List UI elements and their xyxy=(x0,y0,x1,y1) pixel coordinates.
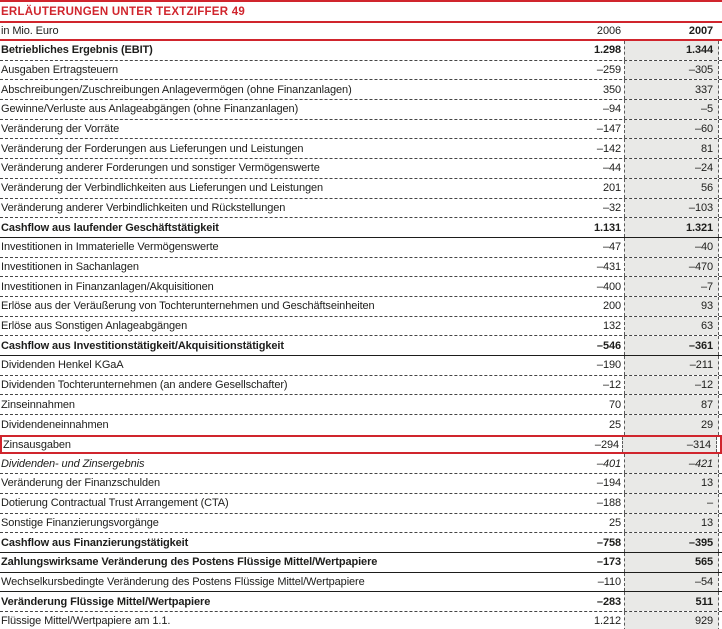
cell-2006: –147 xyxy=(596,123,621,136)
table-row xyxy=(0,454,722,474)
cell-2006: –12 xyxy=(602,379,621,392)
cell-2007: 93 xyxy=(624,297,719,316)
row-label: Betriebliches Ergebnis (EBIT) xyxy=(1,44,153,57)
cell-2007: –314 xyxy=(622,437,717,453)
row-label: Cashflow aus Finanzierungstätigkeit xyxy=(1,536,189,549)
row-label: Veränderung der Finanzschulden xyxy=(1,477,161,490)
cell-2007: –54 xyxy=(624,573,719,592)
table-row xyxy=(0,317,722,337)
cell-2007: 56 xyxy=(624,179,719,198)
cell-2006: –294 xyxy=(594,438,619,451)
row-label: Erlöse aus Sonstigen Anlageabgängen xyxy=(1,319,188,332)
cell-2007: –211 xyxy=(624,356,719,375)
cell-2006: –188 xyxy=(596,497,621,510)
cell-2007: 63 xyxy=(624,317,719,336)
cell-2007: 29 xyxy=(624,415,719,435)
table-row xyxy=(0,553,722,573)
row-label: Dotierung Contractual Trust Arrangement (CTA) xyxy=(1,497,229,510)
cell-2007: 337 xyxy=(624,80,719,99)
cell-2007: 1.321 xyxy=(624,218,719,237)
cell-2006: –401 xyxy=(596,457,621,470)
table-row xyxy=(0,514,722,534)
table-row xyxy=(0,376,722,396)
table-row xyxy=(0,474,722,494)
cell-2006: –283 xyxy=(596,595,621,608)
table-row xyxy=(0,573,722,593)
cell-2007: –12 xyxy=(624,376,719,395)
table-row xyxy=(0,80,722,100)
cell-2006: 201 xyxy=(602,182,621,195)
cell-2006: –94 xyxy=(602,103,621,116)
table-row-highlighted xyxy=(0,435,722,455)
table-row xyxy=(0,238,722,258)
table-row xyxy=(0,494,722,514)
table-header-row xyxy=(0,23,722,39)
table-row xyxy=(0,100,722,120)
row-label: Veränderung der Verbindlichkeiten aus Lieferungen und Leistungen xyxy=(1,182,324,195)
cell-2006: –190 xyxy=(596,359,621,372)
row-label: Veränderung der Forderungen aus Lieferungen und Leistungen xyxy=(1,142,304,155)
row-label: Dividendeneinnahmen xyxy=(1,418,109,431)
cell-2006: –110 xyxy=(597,575,621,588)
cell-2007: 565 xyxy=(624,553,719,572)
cell-2007: –103 xyxy=(624,199,719,218)
cell-2006: 1.212 xyxy=(593,615,621,628)
table-row xyxy=(0,612,722,629)
row-label: Dividenden Tochterunternehmen (an andere Gesellschafter) xyxy=(1,379,288,392)
cell-2007: 13 xyxy=(624,474,719,493)
table-row xyxy=(0,336,722,356)
cell-2006: –47 xyxy=(602,241,621,254)
row-label: Zinseinnahmen xyxy=(1,398,75,411)
row-label: Veränderung anderer Verbindlichkeiten und Rückstellungen xyxy=(1,201,286,214)
row-label: Investitionen in Immaterielle Vermögenswerte xyxy=(1,241,219,254)
cell-2007: 13 xyxy=(624,514,719,533)
cell-2006: 200 xyxy=(602,300,621,313)
table-row xyxy=(0,356,722,376)
row-label: Investitionen in Finanzanlagen/Akquisitionen xyxy=(1,280,214,293)
cell-2007: 929 xyxy=(624,612,719,629)
row-label: Veränderung Flüssige Mittel/Wertpapiere xyxy=(1,595,211,608)
row-label: Ausgaben Ertragsteuern xyxy=(1,64,119,77)
cell-2006: –400 xyxy=(596,280,621,293)
cell-2007: –7 xyxy=(624,277,719,296)
cell-2007: –470 xyxy=(624,258,719,277)
cell-2006: –259 xyxy=(596,64,621,77)
cell-2006: –194 xyxy=(596,477,621,490)
row-label: Sonstige Finanzierungsvorgänge xyxy=(1,516,159,529)
column-header-2006: 2006 xyxy=(596,25,621,37)
cell-2006: 70 xyxy=(608,398,621,411)
cell-2006: 1.298 xyxy=(593,44,621,57)
table-row xyxy=(0,139,722,159)
cell-2007: 511 xyxy=(624,592,719,611)
cell-2006: –431 xyxy=(596,260,621,273)
cell-2006: –32 xyxy=(602,201,621,214)
table-row xyxy=(0,41,722,61)
cell-2006: –44 xyxy=(602,162,621,175)
cell-2006: 25 xyxy=(608,418,621,431)
table-row xyxy=(0,395,722,415)
row-label: Veränderung anderer Forderungen und sonstiger Vermögenswerte xyxy=(1,162,320,175)
cell-2006: 132 xyxy=(602,319,621,332)
cell-2007: –40 xyxy=(624,238,719,257)
table-row xyxy=(0,297,722,317)
row-label: Zahlungswirksame Veränderung des Postens Flüssige Mittel/Wertpapiere xyxy=(1,556,378,569)
page-title: ERLÄUTERUNGEN UNTER TEXTZIFFER 49 xyxy=(1,6,246,18)
cell-2006: –173 xyxy=(596,556,621,569)
unit-label: in Mio. Euro xyxy=(1,25,59,37)
column-header-2007: 2007 xyxy=(688,25,713,37)
table-row xyxy=(0,199,722,219)
row-label: Cashflow aus Investitionstätigkeit/Akquisitionstätigkeit xyxy=(1,339,284,352)
cell-2007: –421 xyxy=(624,454,719,473)
cell-2007: –305 xyxy=(624,61,719,80)
table-row xyxy=(0,61,722,81)
table-row xyxy=(0,415,722,435)
table-row xyxy=(0,277,722,297)
table-row xyxy=(0,120,722,140)
cell-2007: 87 xyxy=(624,395,719,414)
cell-2007: 81 xyxy=(624,139,719,158)
row-label: Investitionen in Sachanlagen xyxy=(1,260,139,273)
cell-2007: –24 xyxy=(624,159,719,178)
table-row xyxy=(0,258,722,278)
row-label: Veränderung der Vorräte xyxy=(1,123,120,136)
cell-2006: –142 xyxy=(596,142,621,155)
cell-2006: 350 xyxy=(602,83,621,96)
row-label: Abschreibungen/Zuschreibungen Anlagevermögen (ohne Finanzanlagen) xyxy=(1,83,352,96)
cell-2007: – xyxy=(624,494,719,513)
cell-2007: 1.344 xyxy=(624,41,719,60)
row-label: Zinsausgaben xyxy=(3,438,71,451)
row-label: Dividenden Henkel KGaA xyxy=(1,359,124,372)
row-label: Dividenden- und Zinsergebnis xyxy=(1,457,145,470)
cell-2006: 1.131 xyxy=(593,221,621,234)
row-label: Cashflow aus laufender Geschäftstätigkeit xyxy=(1,221,219,234)
row-label: Gewinne/Verluste aus Anlageabgängen (ohne Finanzanlagen) xyxy=(1,103,299,116)
cell-2006: –758 xyxy=(596,536,621,549)
table-row xyxy=(0,218,722,238)
cell-2006: 25 xyxy=(608,516,621,529)
table-row xyxy=(0,159,722,179)
table-row xyxy=(0,533,722,553)
cell-2007: –60 xyxy=(624,120,719,139)
row-label: Erlöse aus der Veräußerung von Tochterunternehmen und Geschäftseinheiten xyxy=(1,300,375,313)
row-label: Flüssige Mittel/Wertpapiere am 1.1. xyxy=(1,615,171,628)
cell-2006: –546 xyxy=(596,339,621,352)
table-row xyxy=(0,592,722,612)
table-row xyxy=(0,179,722,199)
cell-2007: –395 xyxy=(624,533,719,552)
table-body xyxy=(0,41,722,629)
cell-2007: –361 xyxy=(624,336,719,355)
row-label: Wechselkursbedingte Veränderung des Postens Flüssige Mittel/Wertpapiere xyxy=(1,575,365,588)
cell-2007: –5 xyxy=(624,100,719,119)
